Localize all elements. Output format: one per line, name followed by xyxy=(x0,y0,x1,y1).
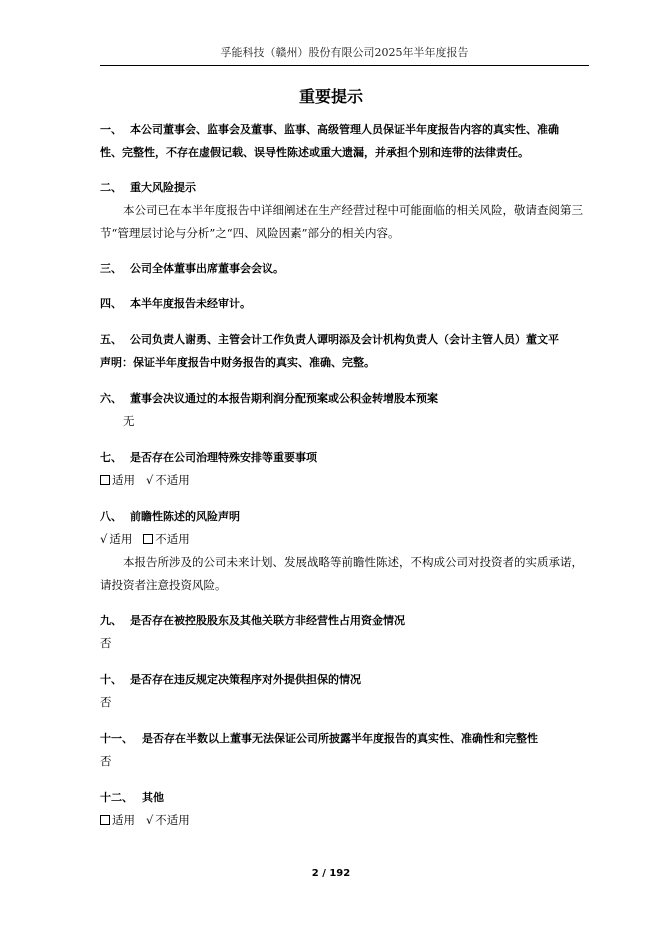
section-7-options: 适用 √ 不适用 xyxy=(100,469,590,492)
section-2: 二、 重大风险提示 本公司已在本半年度报告中详细阐述在生产经营过程中可能面临的相关风险，敬请查阅第三 节“管理层讨论与分析”之“四、风险因素”部分的相关内容。 xyxy=(100,176,590,245)
page-title: 重要提示 xyxy=(298,87,363,106)
section-10: 十、 是否存在违反规定决策程序对外提供担保的情况 否 xyxy=(100,668,590,714)
section-6-answer: 无 xyxy=(123,414,135,428)
section-3: 三、 公司全体董事出席董事会会议。 xyxy=(100,262,284,275)
section-2-line-1: 本公司已在本半年度报告中详细阐述在生产经营过程中可能面临的相关风险，敬请查阅第三 xyxy=(123,203,583,217)
section-11-heading: 是否存在半数以上董事无法保证公司所披露半年度报告的真实性、准确性和完整性 xyxy=(142,732,538,745)
section-1: 一、 本公司董事会、监事会及董事、监事、高级管理人员保证半年度报告内容的真实性、准确 性、完整性，不存在虚假记载、误导性陈述或重大遗漏，并承担个别和连带的法律责任。 xyxy=(100,118,590,164)
section-5-line-1: 公司负责人谢勇、主管会计工作负责人谭明添及会计机构负责人（会计主管人员）董文平 xyxy=(130,333,559,346)
section-3-heading: 公司全体董事出席董事会会议。 xyxy=(130,262,284,275)
section-6: 六、 董事会决议通过的本报告期利润分配预案或公积金转增股本预案 无 xyxy=(100,387,590,433)
section-11: 十一、 是否存在半数以上董事无法保证公司所披露半年度报告的真实性、准确性和完整性 否 xyxy=(100,727,590,773)
section-6-heading: 董事会决议通过的本报告期利润分配预案或公积金转增股本预案 xyxy=(130,392,438,405)
section-11-answer: 否 xyxy=(100,754,112,768)
section-4: 四、 本半年度报告未经审计。 xyxy=(100,297,251,310)
section-10-answer: 否 xyxy=(100,695,112,709)
section-2-line-2: 节“管理层讨论与分析”之“四、风险因素”部分的相关内容。 xyxy=(100,226,400,240)
unchecked-box-icon xyxy=(100,475,110,485)
section-8-line-2: 请投资者注意投资风险。 xyxy=(100,578,227,592)
section-10-heading: 是否存在违反规定决策程序对外提供担保的情况 xyxy=(130,673,361,686)
unchecked-box-icon xyxy=(100,815,110,825)
section-1-line-1: 本公司董事会、监事会及董事、监事、高级管理人员保证半年度报告内容的真实性、准确 xyxy=(130,123,559,136)
section-8-options: √ 适用 不适用 xyxy=(100,532,190,546)
section-2-heading: 重大风险提示 xyxy=(130,181,196,194)
section-7: 七、 是否存在公司治理特殊安排等重要事项 适用 √ 不适用 xyxy=(100,446,590,492)
check-mark-icon: √ xyxy=(100,532,108,546)
section-12-heading: 其他 xyxy=(142,791,164,804)
section-8-heading: 前瞻性陈述的风险声明 xyxy=(130,510,240,523)
section-4-heading: 本半年度报告未经审计。 xyxy=(130,297,251,310)
unchecked-box-icon xyxy=(143,534,153,544)
section-12-options: 适用 √ 不适用 xyxy=(100,809,590,832)
section-9: 九、 是否存在被控股股东及其他关联方非经营性占用资金情况 否 xyxy=(100,609,590,655)
section-8-line-1: 本报告所涉及的公司未来计划、发展战略等前瞻性陈述，不构成公司对投资者的实质承诺， xyxy=(123,555,583,569)
section-9-heading: 是否存在被控股股东及其他关联方非经营性占用资金情况 xyxy=(130,614,405,627)
section-12: 十二、 其他 适用 √ 不适用 xyxy=(100,786,590,832)
section-5-line-2: 声明：保证半年度报告中财务报告的真实、准确、完整。 xyxy=(100,356,375,369)
section-8: 八、 前瞻性陈述的风险声明 √ 适用 不适用 本报告所涉及的公司未来计划、发展战略等前瞻性陈述，不构成公司对投资者的实质承诺， 请投资者注意投资风险。 xyxy=(100,505,590,597)
page-header: 孚能科技（赣州）股份有限公司2025年半年度报告 xyxy=(100,44,589,66)
section-7-heading: 是否存在公司治理特殊安排等重要事项 xyxy=(130,451,317,464)
section-9-answer: 否 xyxy=(100,636,112,650)
section-1-line-2: 性、完整性，不存在虚假记载、误导性陈述或重大遗漏，并承担个别和连带的法律责任。 xyxy=(100,146,529,159)
page-number: 2 / 192 xyxy=(311,868,351,879)
check-mark-icon: √ xyxy=(145,813,154,827)
check-mark-icon: √ xyxy=(145,473,154,487)
section-5: 五、 公司负责人谢勇、主管会计工作负责人谭明添及会计机构负责人（会计主管人员）董文平 声明：保证半年度报告中财务报告的真实、准确、完整。 xyxy=(100,328,590,374)
